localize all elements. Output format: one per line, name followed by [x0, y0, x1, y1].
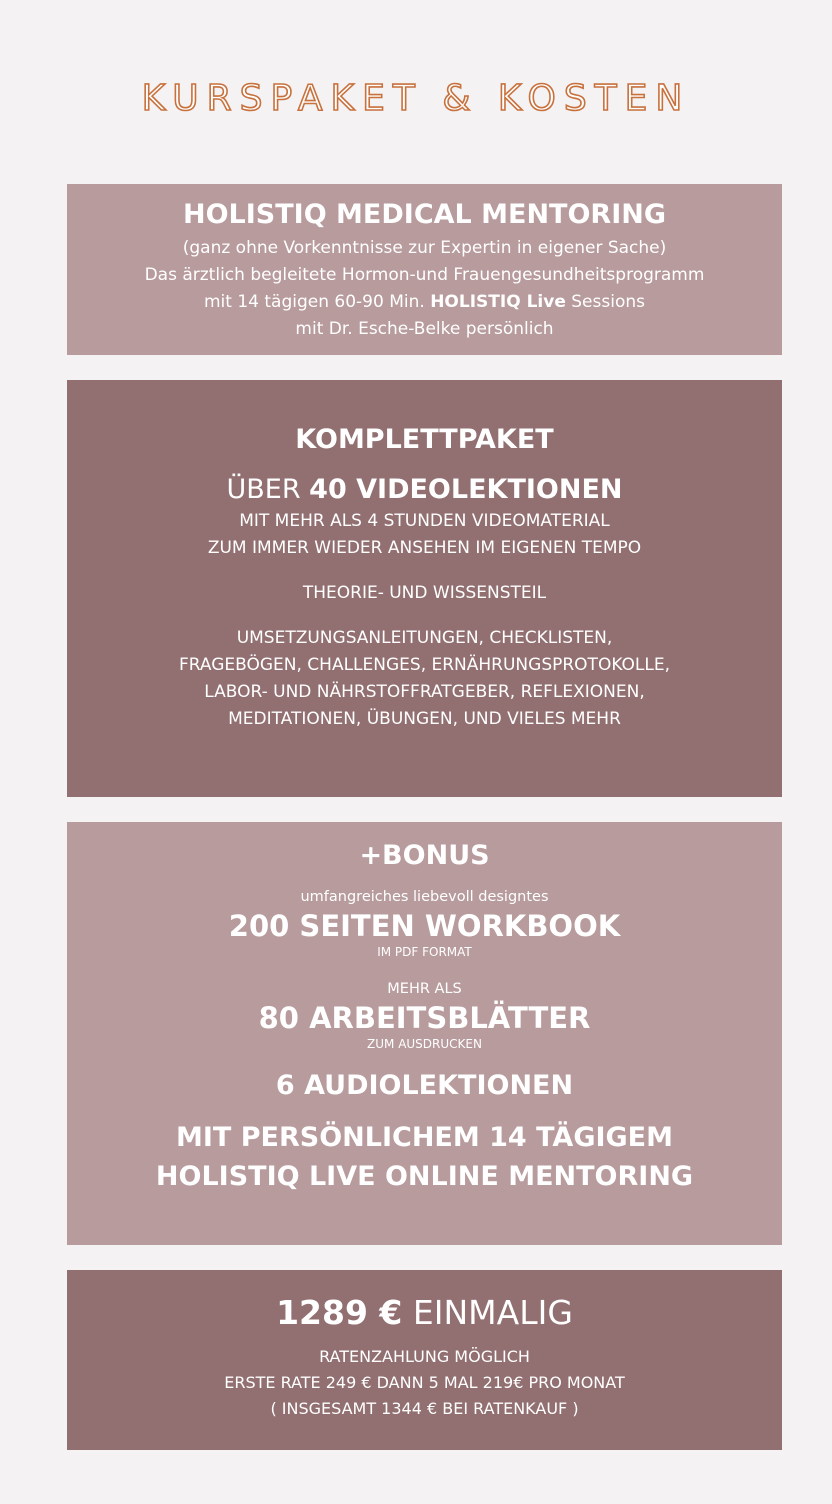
mentoring-line-4: mit Dr. Esche-Belke persönlich	[295, 319, 554, 339]
video-line-2: ZUM IMMER WIEDER ANSEHEN IM EIGENEN TEMPO	[207, 538, 642, 558]
mentoring-line-1: (ganz ohne Vorkenntnisse zur Expertin in eigener Sache)	[182, 238, 667, 258]
mentoring-live-label: HOLISTIQ Live	[430, 292, 566, 312]
mentoring-line-3	[67, 289, 782, 316]
theory-line: THEORIE- UND WISSENSTEIL	[302, 583, 547, 603]
mentoring-line-3-prefix: mit 14 tägigen 60-90 Min.	[204, 292, 431, 312]
video-line-1: MIT MEHR ALS 4 STUNDEN VIDEOMATERIAL	[239, 511, 610, 531]
installment-line-3: ( INSGESAMT 1344 € BEI RATENKAUF )	[270, 1399, 579, 1418]
komplettpaket-box	[67, 380, 782, 797]
price-heading	[67, 1292, 782, 1334]
mentoring-line-3-suffix: Sessions	[565, 292, 645, 312]
live-mentoring-line-2: HOLISTIQ LIVE ONLINE MENTORING	[155, 1161, 694, 1192]
extras-line-2: FRAGEBÖGEN, CHALLENGES, ERNÄHRUNGSPROTOKOLLE,	[178, 655, 671, 675]
installment-line-1: RATENZAHLUNG MÖGLICH	[319, 1347, 530, 1366]
video-lessons-count: 40 VIDEOLEKTIONEN	[309, 474, 623, 505]
workbook-note: IM PDF FORMAT	[377, 945, 472, 959]
workbook-title: 200 SEITEN WORKBOOK	[228, 909, 621, 943]
extras-line-3: LABOR- UND NÄHRSTOFFRATGEBER, REFLEXIONEN,	[204, 682, 645, 702]
bonus-title: +BONUS	[359, 840, 490, 871]
audio-lessons: 6 AUDIOLEKTIONEN	[275, 1070, 574, 1101]
extras-line-4: MEDITATIONEN, ÜBUNGEN, UND VIELES MEHR	[228, 709, 621, 729]
sheets-note: ZUM AUSDRUCKEN	[367, 1037, 482, 1051]
sheets-intro: MEHR ALS	[387, 981, 462, 997]
komplettpaket-title: KOMPLETTPAKET	[295, 424, 554, 455]
extras-line-1: UMSETZUNGSANLEITUNGEN, CHECKLISTEN,	[236, 628, 613, 648]
video-lessons-prefix: ÜBER	[226, 474, 310, 505]
mentoring-title: HOLISTIQ MEDICAL MENTORING	[182, 199, 667, 230]
video-lessons-heading	[67, 472, 782, 508]
mentoring-line-2: Das ärztlich begleitete Hormon-und Frauengesundheitsprogramm	[144, 265, 705, 285]
bonus-box	[67, 822, 782, 1245]
sheets-title: 80 ARBEITSBLÄTTER	[258, 1001, 591, 1035]
installment-line-2: ERSTE RATE 249 € DANN 5 MAL 219€ PRO MONAT	[224, 1373, 625, 1392]
live-mentoring-line-1: MIT PERSÖNLICHEM 14 TÄGIGEM	[176, 1122, 673, 1153]
price-suffix: EINMALIG	[402, 1293, 573, 1332]
price-box	[67, 1270, 782, 1450]
mentoring-box	[67, 184, 782, 355]
workbook-intro: umfangreiches liebevoll designtes	[300, 889, 549, 905]
page-title: KURSPAKET & KOSTEN	[141, 78, 691, 119]
price-amount: 1289 €	[276, 1293, 403, 1332]
